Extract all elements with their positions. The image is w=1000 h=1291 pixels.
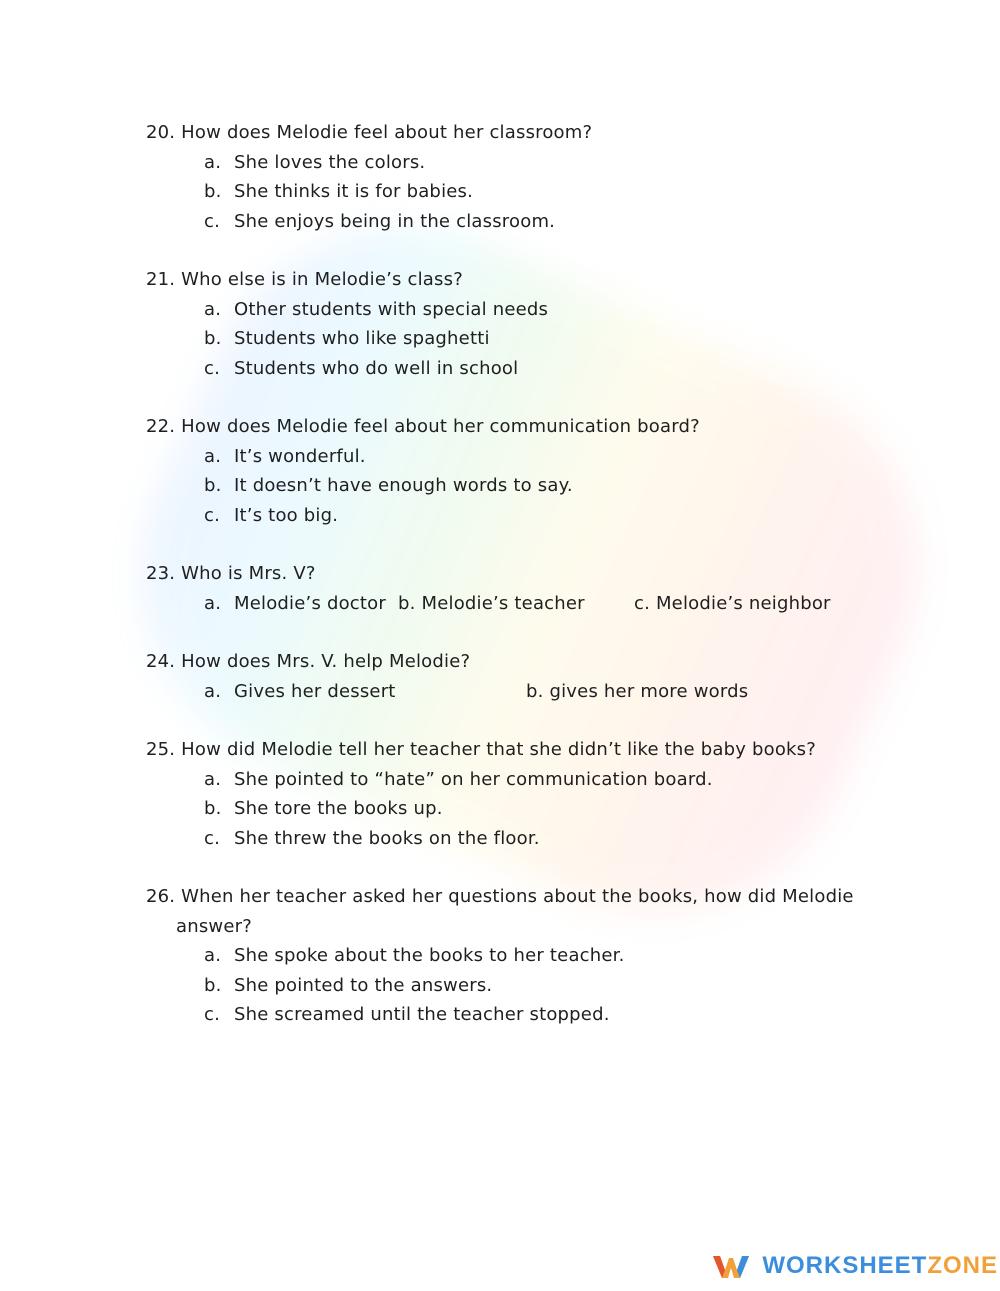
option-a <box>146 442 906 472</box>
option-b <box>146 971 906 1001</box>
option-letter: c. <box>634 592 651 614</box>
option-a <box>146 148 906 178</box>
option-row <box>146 589 906 619</box>
option-list <box>146 442 906 531</box>
question-text: 20. How does Melodie feel about her classroom? <box>146 122 593 143</box>
option-text: She spoke about the books to her teacher. <box>234 945 625 966</box>
option-c <box>146 824 906 854</box>
option-text: She loves the colors. <box>234 151 426 173</box>
option-list <box>146 941 906 1030</box>
question-21 <box>146 265 906 383</box>
question-20 <box>146 118 906 236</box>
option-c <box>146 354 906 384</box>
option-c <box>146 1000 906 1030</box>
option-a <box>146 295 906 325</box>
question-text-continued: answer? <box>176 915 252 937</box>
option-letter: a. <box>204 680 222 702</box>
option-list <box>146 295 906 384</box>
option-text: Melodie’s teacher <box>421 592 585 614</box>
option-letter: b. <box>204 181 222 202</box>
question-text: 23. Who is Mrs. V? <box>146 563 316 584</box>
option-text: She threw the books on the floor. <box>234 827 540 849</box>
option-text: She pointed to the answers. <box>234 974 493 996</box>
option-text: She thinks it is for babies. <box>234 181 474 202</box>
option-a <box>204 677 526 707</box>
option-letter: a. <box>204 592 222 614</box>
question-text: 26. When her teacher asked her questions about the books, how did Melodie <box>146 886 854 907</box>
option-text: It’s too big. <box>234 504 339 526</box>
option-a <box>146 765 906 795</box>
question-22 <box>146 412 906 530</box>
worksheetzone-brand <box>712 1248 1000 1284</box>
option-letter: b. <box>398 592 416 614</box>
option-list <box>146 148 906 237</box>
option-text: Students who like spaghetti <box>234 328 490 349</box>
option-c <box>146 501 906 531</box>
question-24 <box>146 647 906 706</box>
option-text: Other students with special needs <box>234 298 549 320</box>
option-a <box>146 941 906 971</box>
option-text: She pointed to “hate” on her communication board. <box>234 768 713 790</box>
option-text: She screamed until the teacher stopped. <box>234 1004 610 1025</box>
option-letter: a. <box>204 151 222 173</box>
question-26 <box>146 882 906 1030</box>
option-letter: c. <box>204 210 221 232</box>
option-text: Students who do well in school <box>234 357 519 379</box>
option-letter: b. <box>204 974 222 996</box>
option-b <box>526 677 748 707</box>
option-text: She tore the books up. <box>234 798 443 819</box>
option-letter: a. <box>204 945 222 966</box>
option-text: It’s wonderful. <box>234 445 366 467</box>
option-letter: c. <box>204 1004 221 1025</box>
option-letter: c. <box>204 504 221 526</box>
option-c <box>634 589 831 619</box>
brand-name <box>762 1252 998 1280</box>
question-text: 25. How did Melodie tell her teacher that she didn’t like the baby books? <box>146 739 817 760</box>
w-logo-icon <box>712 1252 750 1280</box>
option-b <box>146 471 906 501</box>
option-letter: b. <box>204 475 222 496</box>
option-letter: b. <box>204 328 222 349</box>
question-text: 22. How does Melodie feel about her communication board? <box>146 416 700 437</box>
option-row <box>146 677 906 707</box>
option-letter: a. <box>204 768 222 790</box>
option-letter: b. <box>526 680 544 702</box>
option-letter: b. <box>204 798 222 819</box>
question-text: 21. Who else is in Melodie’s class? <box>146 269 463 290</box>
option-a <box>204 589 398 619</box>
option-letter: a. <box>204 445 222 467</box>
option-text: Gives her dessert <box>234 680 396 702</box>
option-letter: a. <box>204 298 222 320</box>
option-text: gives her more words <box>549 680 749 702</box>
question-23 <box>146 559 906 618</box>
question-list <box>146 118 906 1059</box>
option-list <box>146 765 906 854</box>
option-letter: c. <box>204 357 221 379</box>
option-text: Melodie’s doctor <box>234 592 386 614</box>
option-text: Melodie’s neighbor <box>655 592 831 614</box>
question-25 <box>146 735 906 853</box>
option-b <box>146 177 906 207</box>
option-b <box>146 324 906 354</box>
option-b <box>146 794 906 824</box>
brand-name-part2: ZONE <box>927 1252 998 1279</box>
question-text: 24. How does Mrs. V. help Melodie? <box>146 651 471 672</box>
option-text: She enjoys being in the classroom. <box>234 210 556 232</box>
option-c <box>146 207 906 237</box>
brand-name-part1: WORKSHEET <box>762 1252 928 1279</box>
option-b <box>398 589 634 619</box>
option-text: It doesn’t have enough words to say. <box>234 475 573 496</box>
option-letter: c. <box>204 827 221 849</box>
